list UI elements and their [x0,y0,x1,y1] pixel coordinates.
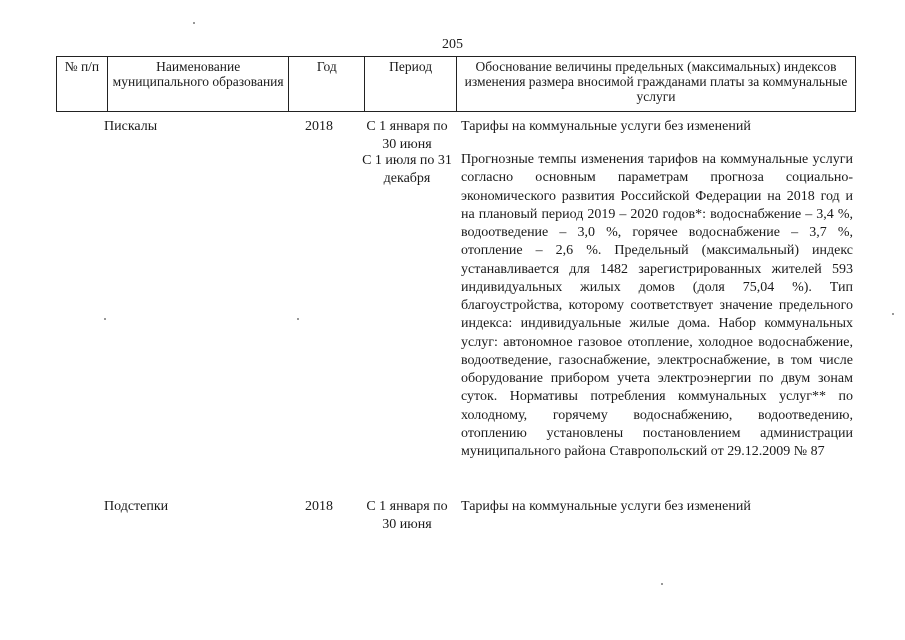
row-1-period-1: С 1 января по 30 июня [366,119,448,153]
page-number: 205 [442,37,463,52]
row-1-basis-1: Тарифы на коммунальные услуги без изменений [461,119,751,134]
scan-speck [661,583,663,585]
header-basis: Обоснование величины предельных (максимальных) индексов изменения размера вносимой гражданами платы за коммунальные услуги [464,59,848,104]
header-num: № п/п [57,57,108,111]
header-year: Год [289,57,365,111]
header-period: Период [365,57,457,111]
scan-speck [297,318,299,320]
row-1-basis-2: Прогнозные темпы изменения тарифов на коммунальные услуги согласно основным параметрам прогноза социально-экономического развития Российской Федерации на 2018 год и на плановый период 2019 – 2020 годов*: водоснабжение – 3,4 %, водоотведение – 3,0 %, горячее водоснабжение – 3,7 %, отопление – 2,6 %. Предельный (максимальный) индекс устанавливается для 1482 зарегистрированных жителей 593 индивидуальных жилых домов (доля 75,04 %). Тип благоустройства, которому соответствует значение предельного индекса: индивидуальные жилые дома. Набор коммунальных услуг: автономное газовое отопление, холодное водоснабжение, водоотведение, газоснабжение, электроснабжение, в том числе оборудование прибором учета электроэнергии по двум зонам суток. Нормативы потребления коммунальных услуг** по холодному, горячему водоснабжению, водоотведению, отоплению установлены постановлением администрации муниципального района Ставропольский от 29.12.2009 № 87 [461,152,853,460]
row-2-period-1: С 1 января по 30 июня [366,499,448,533]
scan-speck [104,318,106,320]
row-1-year: 2018 [305,119,333,134]
scan-speck [193,22,195,24]
row-2-year: 2018 [305,499,333,514]
scan-speck [892,313,894,315]
row-1-period-2: С 1 июля по 31 декабря [362,153,452,187]
header-municipality: Наименование муниципального образования [108,57,290,111]
row-2-basis-1: Тарифы на коммунальные услуги без изменений [461,499,751,514]
row-2-municipality: Подстепки [104,499,169,514]
row-1-municipality: Пискалы [104,119,158,134]
table-header [56,56,856,112]
